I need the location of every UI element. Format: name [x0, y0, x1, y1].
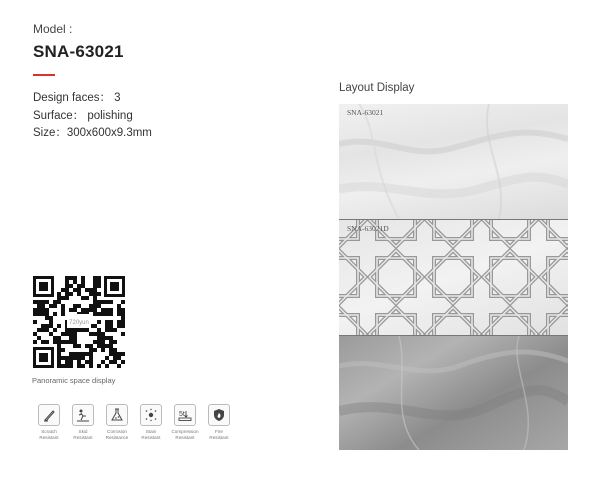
- geometric-pattern: [339, 220, 568, 335]
- tile-panel-light-marble: [339, 104, 568, 219]
- spec-surface: Surface： polishing: [33, 109, 133, 122]
- skid-resistant-icon: [72, 404, 94, 426]
- feature-label: Skid Resistant: [73, 429, 93, 440]
- model-code: SNA-63021: [33, 42, 124, 61]
- qr-code[interactable]: [33, 276, 125, 368]
- feature-scratch-resistant: [37, 404, 61, 440]
- feature-label: Fire Resistant: [209, 429, 229, 440]
- qr-center-text: 720yun: [69, 320, 89, 326]
- qr-finder-bl: [33, 347, 54, 368]
- feature-stain-resistant: [139, 404, 163, 440]
- tile-panel-pattern: [339, 220, 568, 335]
- feature-list: [37, 404, 231, 440]
- model-label: Model :: [33, 22, 73, 36]
- tile-panel-dark-marble: [339, 336, 568, 450]
- qr-finder-tl: [33, 276, 54, 297]
- feature-fire-resistant: [207, 404, 231, 440]
- qr-code-graphic: [33, 276, 125, 368]
- tile-label: SNA-63021: [347, 108, 384, 117]
- accent-rule: [33, 74, 55, 76]
- feature-compression-resistant: [173, 404, 197, 440]
- feature-corrosion-resistance: [105, 404, 129, 440]
- feature-label: Scratch Resistant: [39, 429, 59, 440]
- svg-text:5t: 5t: [179, 411, 185, 418]
- dark-marble-veining: [339, 336, 568, 450]
- spec-design-faces: Design faces： 3: [33, 92, 121, 104]
- stain-resistant-icon: [140, 404, 162, 426]
- scratch-resistant-icon: [38, 404, 60, 426]
- corrosion-resistance-icon: [106, 404, 128, 426]
- compression-resistant-icon: [174, 404, 196, 426]
- feature-label: Stain Resistant: [141, 429, 161, 440]
- tile-label: SNA-63021D: [347, 224, 389, 233]
- feature-label: Compression Resistant: [171, 429, 199, 440]
- qr-finder-tr: [104, 276, 125, 297]
- marble-veining: [339, 104, 568, 219]
- spec-size: Size：300x600x9.3mm: [33, 127, 152, 139]
- feature-label: Corrosion Resistance: [105, 429, 129, 440]
- fire-resistant-icon: [208, 404, 230, 426]
- specs: [33, 90, 152, 143]
- feature-skid-resistant: [71, 404, 95, 440]
- layout-display: [339, 104, 568, 450]
- layout-display-title: Layout Display: [339, 82, 415, 94]
- qr-caption: Panoramic space display: [32, 376, 116, 385]
